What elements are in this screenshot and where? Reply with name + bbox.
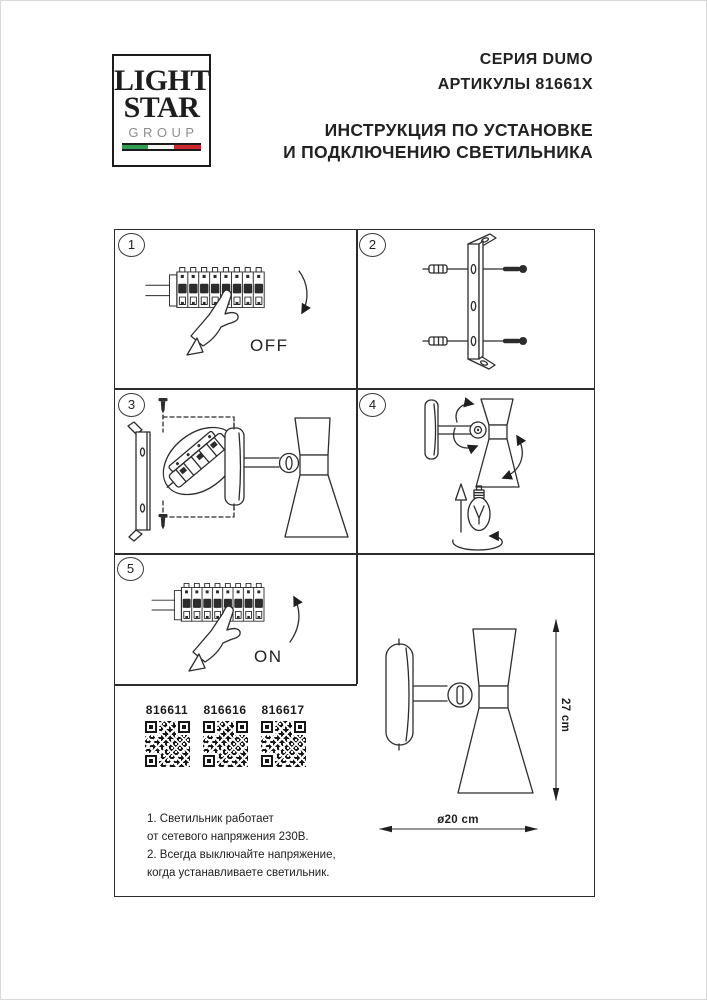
- qr-code: [145, 721, 190, 767]
- safety-notes: [147, 810, 336, 882]
- dimension-drawing: [357, 552, 595, 896]
- diameter-dimension-label: ø20 cm: [437, 814, 479, 826]
- note-line: когда устанавливаете светильник.: [147, 867, 330, 879]
- step-4-panel-bulb: [357, 388, 595, 552]
- wall-anchor-icon: [423, 337, 468, 345]
- step-2-badge: 2: [359, 233, 386, 257]
- lightstar-logo: [112, 54, 211, 167]
- step-4-badge: 4: [359, 393, 386, 417]
- step-5-panel-breaker-on: [116, 552, 357, 683]
- height-dimension: [556, 620, 571, 800]
- wall-lamp-illustration: [425, 399, 519, 487]
- qr-finder-icon: [203, 755, 215, 767]
- article-number: 816611: [145, 703, 189, 717]
- height-dimension-label: 27 cm: [559, 698, 571, 733]
- logo-word-group: GROUP: [128, 125, 199, 140]
- product-list: [143, 703, 307, 767]
- qr-finder-icon: [178, 721, 190, 733]
- italian-flag-bar: [122, 143, 201, 151]
- product-816617: [259, 703, 307, 767]
- page-title-line1: ИНСТРУКЦИЯ ПО УСТАНОВКЕ: [324, 120, 593, 140]
- screw-icon: [483, 265, 527, 273]
- page-title-line2: И ПОДКЛЮЧЕНИЮ СВЕТИЛЬНИКА: [283, 142, 593, 162]
- qr-finder-icon: [145, 721, 157, 733]
- wall-lamp-illustration: [225, 418, 348, 537]
- bulb-icon: [468, 486, 490, 531]
- qr-finder-icon: [261, 721, 273, 733]
- article-number: 816616: [203, 703, 247, 717]
- mounting-bracket-illustration: [468, 234, 496, 369]
- header: [283, 51, 593, 163]
- wall-anchor-icon: [423, 265, 468, 273]
- qr-finder-icon: [261, 755, 273, 767]
- qr-finder-icon: [203, 721, 215, 733]
- logo-word-light: LIGHT: [114, 64, 210, 97]
- insert-direction-arrow-icon: [456, 484, 467, 532]
- alignment-screw-icon: [159, 398, 168, 414]
- diameter-dimension: [380, 814, 537, 829]
- step-2-panel-bracket: [357, 229, 595, 388]
- on-label: ON: [254, 647, 283, 666]
- step-3-badge: 3: [118, 393, 145, 417]
- step-3-panel-wiring: [116, 388, 357, 552]
- logo-word-star: STAR: [123, 91, 200, 124]
- bracket-illustration: [128, 422, 150, 541]
- alignment-screw-icon: [159, 514, 168, 530]
- screw-bulb-arrow-icon: [453, 536, 502, 550]
- qr-code: [261, 721, 306, 767]
- qr-finder-icon: [294, 721, 306, 733]
- step-5-badge: 5: [117, 557, 144, 581]
- screw-icon: [483, 337, 527, 345]
- step-1-panel-breaker-off: [116, 229, 357, 388]
- step-1-badge: 1: [118, 233, 145, 257]
- circuit-breaker-illustration: [146, 267, 264, 307]
- series-title: СЕРИЯ DUMO: [479, 51, 593, 68]
- page-title: [283, 119, 593, 163]
- rotate-arm-arrow-icon: [456, 404, 473, 422]
- grid-divider-row3: [115, 684, 357, 686]
- note-line: 1. Светильник работает: [147, 813, 274, 825]
- product-816611: [143, 703, 191, 767]
- switch-down-arrow-icon: [299, 271, 307, 313]
- off-label: OFF: [250, 336, 289, 355]
- qr-finder-icon: [145, 755, 157, 767]
- note-line: от сетевого напряжения 230В.: [147, 831, 309, 843]
- note-line: 2. Всегда выключайте напряжение,: [147, 849, 336, 861]
- qr-finder-icon: [236, 721, 248, 733]
- wall-lamp-illustration: [386, 629, 533, 793]
- qr-code: [203, 721, 248, 767]
- switch-up-arrow-icon: [290, 597, 299, 642]
- product-816616: [201, 703, 249, 767]
- circuit-breaker-illustration: [152, 583, 264, 621]
- articles-title: АРТИКУЛЫ 81661X: [437, 76, 593, 93]
- article-number: 816617: [261, 703, 305, 717]
